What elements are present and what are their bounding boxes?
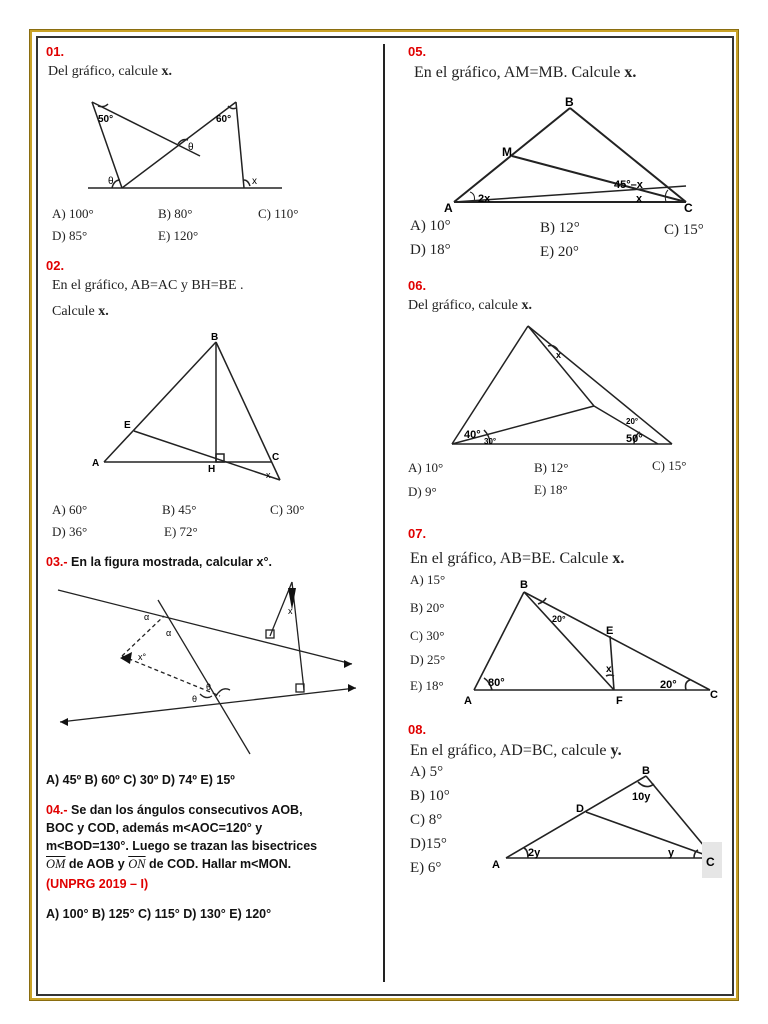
label-A: A — [444, 201, 453, 215]
option-a: A) 60° — [52, 502, 88, 517]
problem-prompt-line2: Calcule x. — [52, 304, 109, 319]
label-10y: 10y — [632, 791, 651, 803]
option-d: D) 25° — [410, 652, 446, 667]
option-e: E) 18° — [534, 482, 568, 497]
problem-number: 07. — [408, 526, 427, 541]
option-a: A) 10° — [410, 218, 451, 234]
options-line: A) 100° B) 125° C) 115° D) 130° E) 120° — [46, 907, 272, 921]
label-C: C — [272, 452, 280, 463]
option-b: B) 20° — [410, 600, 445, 615]
label-y: y — [668, 847, 675, 859]
label-x: x — [556, 350, 562, 360]
ray-om: $\overline{OM}$ — [46, 857, 66, 871]
label-alpha: α — [166, 628, 172, 638]
source-note: (UNPRG 2019 – I) — [46, 877, 149, 891]
label-x: x — [606, 664, 612, 675]
label-B: B — [520, 579, 528, 591]
problem-prompt: Del gráfico, calcule x. — [408, 298, 532, 313]
problem-prompt: 03.- En la figura mostrada, calcular x°. — [46, 555, 272, 569]
options-line: A) 45º B) 60º C) 30º D) 74º E) 15º — [46, 773, 235, 787]
problem-number: 08. — [408, 722, 427, 737]
option-b: B) 45° — [162, 502, 197, 517]
option-b: B) 10° — [410, 788, 450, 804]
option-e: E) 20° — [540, 244, 579, 260]
label-H: H — [208, 464, 216, 475]
label-20: 20° — [660, 679, 677, 691]
problem-number: 06. — [408, 278, 427, 293]
figure-07 — [460, 574, 730, 708]
label-F: F — [616, 695, 623, 707]
problem-prompt-line3: m<BOD=130°. Luego se trazan las bisectrices — [46, 839, 318, 853]
label-x: x — [266, 470, 271, 480]
problem-prompt-line1: 04.- Se dan los ángulos consecutivos AOB, — [46, 803, 303, 817]
label-80: 80° — [488, 677, 505, 689]
label-B: B — [211, 332, 219, 343]
figure-03 — [40, 572, 362, 762]
label-A: A — [464, 695, 472, 707]
label-20: 20° — [626, 417, 639, 426]
problem-prompt: En el gráfico, AD=BC, calcule y. — [410, 742, 622, 759]
label-x: x — [288, 606, 293, 616]
option-c: C) 15° — [652, 458, 687, 473]
label-theta: θ — [192, 694, 198, 704]
label-45-minus-x: 45°–x — [614, 179, 643, 191]
option-d: D) 9° — [408, 484, 437, 499]
figure-06 — [444, 320, 676, 452]
option-a: A) 10° — [408, 460, 444, 475]
option-e: E) 18° — [410, 678, 444, 693]
option-d: D)15° — [410, 836, 447, 852]
label-theta: θ — [108, 176, 114, 187]
option-e: E) 6° — [410, 860, 442, 876]
label-A: A — [492, 859, 500, 871]
problem-prompt-line1: En el gráfico, AB=AC y BH=BE . — [52, 278, 244, 293]
label-M: M — [502, 145, 512, 159]
problem-prompt-line2: BOC y COD, además m<AOC=120° y — [46, 821, 263, 835]
label-E: E — [606, 625, 614, 637]
column-divider — [383, 44, 385, 982]
label-x: x — [636, 193, 643, 205]
label-alpha: α — [144, 612, 150, 622]
label-E: E — [124, 420, 131, 431]
option-b: B) 12° — [540, 220, 580, 236]
label-theta: θ — [188, 142, 194, 153]
option-d: D) 85° — [52, 228, 88, 243]
problem-prompt: En el gráfico, AB=BE. Calcule x. — [410, 550, 625, 567]
label-2y: 2y — [528, 847, 541, 859]
label-50: 50° — [626, 433, 643, 445]
option-a: A) 15° — [410, 572, 446, 587]
label-D: D — [576, 803, 584, 815]
label-x-degree: x° — [138, 652, 147, 662]
option-b: B) 80° — [158, 206, 193, 221]
label-2x: 2x — [478, 193, 491, 205]
figure-05 — [440, 94, 710, 218]
label-B: B — [565, 95, 574, 109]
label-20: 20° — [552, 614, 566, 624]
option-d: D) 18° — [410, 242, 451, 258]
option-b: B) 12° — [534, 460, 569, 475]
problem-prompt: En el gráfico, AM=MB. Calcule x. — [414, 64, 637, 81]
option-c: C) 30° — [270, 502, 305, 517]
figure-08 — [488, 762, 724, 882]
label-C: C — [710, 689, 718, 701]
option-e: E) 72° — [164, 524, 198, 539]
option-a: A) 100° — [52, 206, 94, 221]
problem-number: 05. — [408, 44, 427, 59]
option-c: C) 110° — [258, 206, 299, 221]
label-C: C — [684, 201, 693, 215]
figure-02 — [90, 330, 290, 485]
label-60: 60° — [216, 114, 232, 125]
label-50: 50° — [98, 114, 114, 125]
label-x: x — [252, 176, 257, 187]
figure-01 — [84, 94, 284, 194]
label-B: B — [642, 765, 650, 777]
label-30: 30° — [484, 437, 497, 446]
problem-prompt-line4: $\overline{OM}$ de AOB y $\overline{ON}$ de COD. Hallar m<MON. — [46, 857, 292, 871]
label-C: C — [706, 855, 715, 869]
problem-number: 02. — [46, 258, 65, 273]
option-c: C) 8° — [410, 812, 443, 828]
label-40: 40° — [464, 429, 481, 441]
label-A: A — [92, 458, 100, 469]
option-e: E) 120° — [158, 228, 199, 243]
option-d: D) 36° — [52, 524, 88, 539]
label-theta: θ — [206, 682, 212, 692]
ray-on: $\overline{ON}$ — [128, 857, 146, 871]
option-c: C) 15° — [664, 222, 704, 238]
problem-prompt: Del gráfico, calcule x. — [48, 64, 172, 79]
option-c: C) 30° — [410, 628, 445, 643]
problem-number: 01. — [46, 44, 65, 59]
option-a: A) 5° — [410, 764, 444, 780]
